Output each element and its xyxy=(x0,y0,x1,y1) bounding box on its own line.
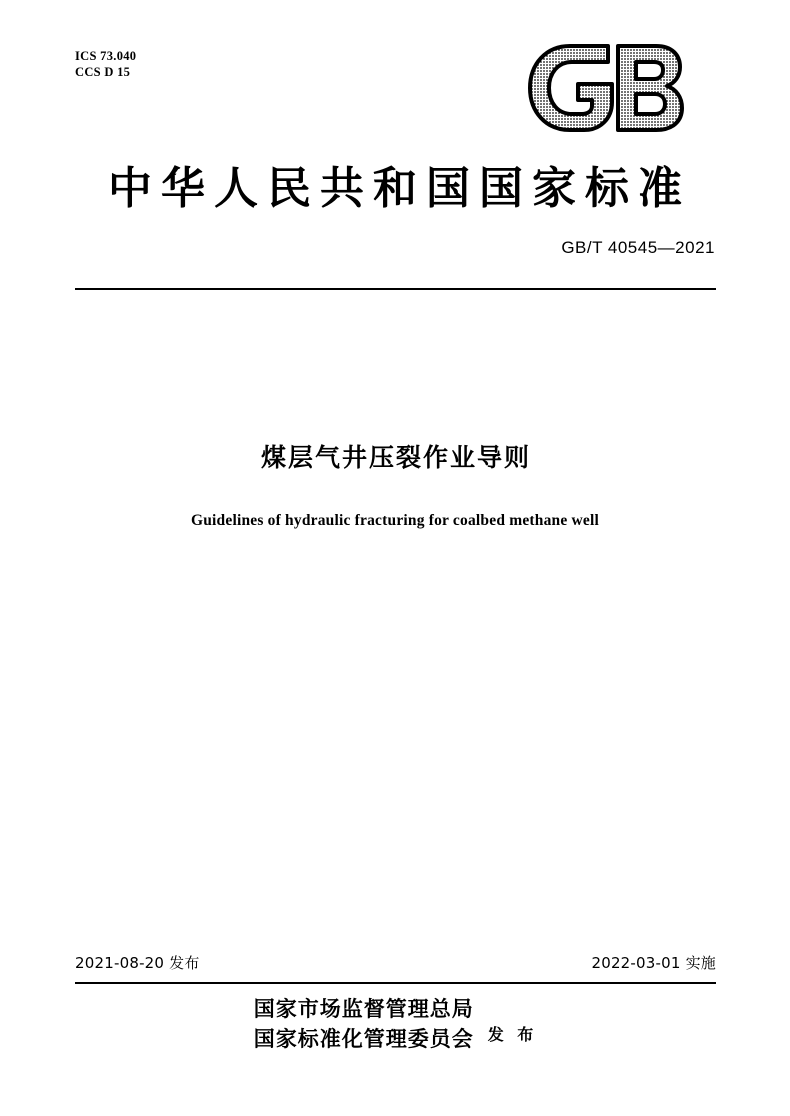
publisher-action-label: 发 布 xyxy=(487,1024,538,1044)
publisher-block xyxy=(75,994,716,1064)
page-title: 中华人民共和国国家标准 xyxy=(108,163,691,214)
standard-number: GB/T 40545—2021 xyxy=(561,238,715,257)
document-title-english: Guidelines of hydraulic fracturing for coalbed methane well xyxy=(190,512,600,529)
ccs-code: CCS D 15 xyxy=(75,65,131,79)
publisher-line-2: 国家标准化管理委员会 xyxy=(253,1027,474,1051)
footer-dates xyxy=(75,952,716,976)
classification-codes xyxy=(75,48,136,80)
publisher-line-1: 国家市场监督管理总局 xyxy=(253,997,474,1021)
cover-header xyxy=(75,40,715,150)
gb-national-standard-logo-icon xyxy=(522,40,687,135)
header-divider xyxy=(75,288,716,290)
document-title-chinese: 煤层气井压裂作业导则 xyxy=(260,443,531,472)
publisher-names xyxy=(254,994,474,1054)
ics-code: ICS 73.040 xyxy=(75,49,137,63)
footer-divider xyxy=(75,982,716,984)
issue-date: 2021-08-20 发布 xyxy=(75,954,200,972)
effective-date: 2022-03-01 实施 xyxy=(591,954,716,972)
